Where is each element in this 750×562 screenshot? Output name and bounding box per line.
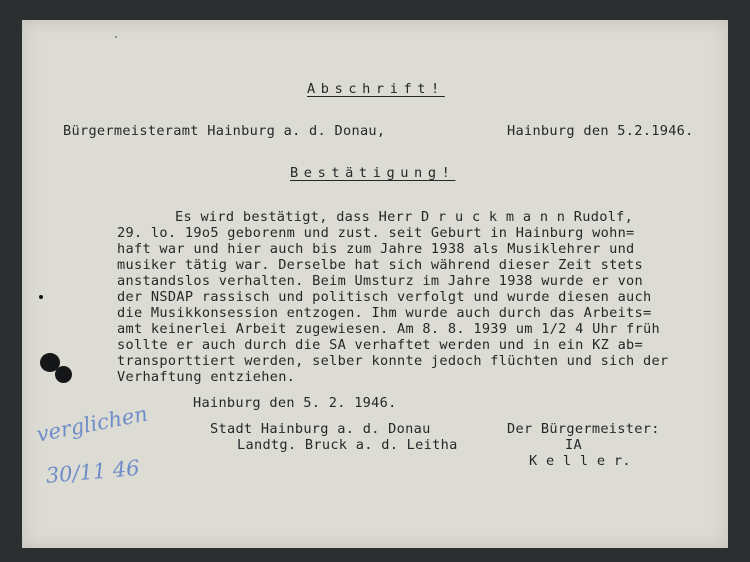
ink-dot xyxy=(115,36,117,38)
body-line: transporttiert werden, selber konnte jedoch flüchten und sich der xyxy=(117,353,669,369)
body-line: 29. lo. 19o5 geborenm und zust. seit Geburt in Hainburg wohn= xyxy=(117,225,635,241)
handwritten-date: 30/11 46 xyxy=(44,455,141,488)
body-line: die Musikkonsession entzogen. Ihm wurde auch durch das Arbeits= xyxy=(117,305,652,321)
body-line: musiker tätig war. Derselbe hat sich während dieser Zeit stets xyxy=(117,257,644,273)
city-name: Stadt Hainburg a. d. Donau xyxy=(210,421,431,437)
place-date: Hainburg den 5.2.1946. xyxy=(507,123,694,139)
body-line: sollte er auch durch die SA verhaftet werden und in ein KZ ab= xyxy=(117,337,644,353)
body-line: haft war und hier auch bis zum Jahre 1938 als Musiklehrer und xyxy=(117,241,635,257)
document-title: Abschrift! xyxy=(307,81,445,97)
issuing-office: Bürgermeisteramt Hainburg a. d. Donau, xyxy=(63,123,386,139)
body-line: Es wird bestätigt, dass Herr D r u c k m a n n Rudolf, xyxy=(175,209,634,225)
body-line: anstandslos verhalten. Beim Umsturz im Jahre 1938 wurde er von xyxy=(117,273,644,289)
handwritten-note: verglichen xyxy=(34,401,150,447)
district-name: Landtg. Bruck a. d. Leitha xyxy=(237,437,458,453)
body-line: der NSDAP rassisch und politisch verfolgt und wurde diesen auch xyxy=(117,289,652,305)
confirmation-heading: Bestätigung! xyxy=(290,165,456,181)
body-line: Verhaftung entziehen. xyxy=(117,369,296,385)
closing-date: Hainburg den 5. 2. 1946. xyxy=(193,395,397,411)
punch-hole xyxy=(55,366,72,383)
body-line: amt keinerlei Arbeit zugewiesen. Am 8. 8. 1939 um 1/2 4 Uhr früh xyxy=(117,321,660,337)
signature-ia: IA xyxy=(565,437,582,453)
mayor-title: Der Bürgermeister: xyxy=(507,421,660,437)
signature-name: K e l l e r. xyxy=(529,453,631,469)
ink-dot xyxy=(39,295,43,299)
